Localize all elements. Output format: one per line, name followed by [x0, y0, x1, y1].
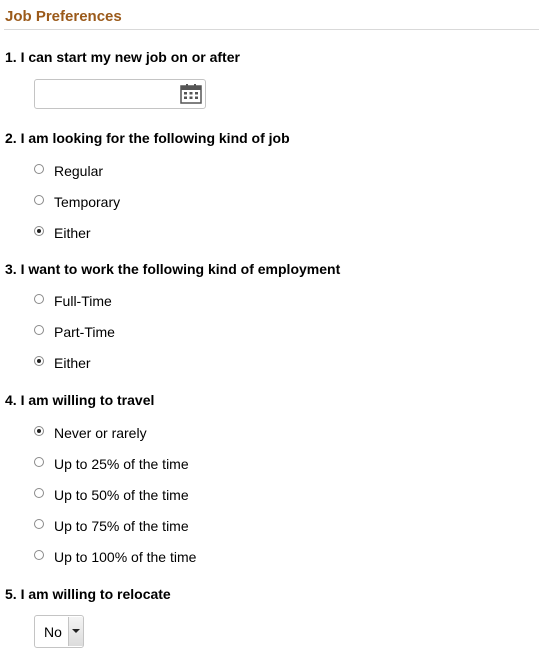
radio-job-either[interactable]	[34, 223, 91, 243]
radio-button[interactable]	[34, 195, 44, 205]
radio-label: Either	[54, 225, 91, 241]
section-header	[4, 7, 539, 30]
radio-label: Temporary	[54, 194, 121, 210]
relocate-select[interactable]	[34, 615, 84, 648]
relocate-select-value: No	[44, 624, 62, 640]
calendar-icon[interactable]	[180, 84, 202, 104]
radio-label: Up to 25% of the time	[54, 456, 189, 472]
radio-travel-75[interactable]	[34, 516, 189, 536]
radio-travel-never[interactable]	[34, 423, 147, 443]
radio-label: Regular	[54, 163, 104, 179]
radio-label: Full-Time	[54, 293, 112, 309]
radio-travel-100[interactable]	[34, 547, 196, 567]
radio-label: Never or rarely	[54, 425, 147, 441]
radio-employment-part-time[interactable]	[34, 322, 115, 342]
radio-label: Up to 50% of the time	[54, 487, 189, 503]
radio-button[interactable]	[34, 550, 44, 560]
radio-button[interactable]	[34, 356, 44, 366]
radio-button[interactable]	[34, 426, 44, 436]
radio-job-regular[interactable]	[34, 161, 103, 181]
question-employment-kind: 3. I want to work the following kind of employment	[5, 261, 341, 277]
dropdown-arrow-icon	[72, 629, 80, 633]
question-relocate: 5. I am willing to relocate	[5, 586, 171, 602]
radio-button[interactable]	[34, 294, 44, 304]
radio-button[interactable]	[34, 457, 44, 467]
radio-label: Part-Time	[54, 324, 115, 340]
radio-label: Either	[54, 355, 91, 371]
question-job-kind: 2. I am looking for the following kind of job	[5, 130, 290, 146]
radio-job-temporary[interactable]	[34, 192, 120, 212]
radio-button[interactable]	[34, 164, 44, 174]
radio-employment-full-time[interactable]	[34, 291, 112, 311]
radio-label: Up to 100% of the time	[54, 549, 197, 565]
section-title: Job Preferences	[5, 8, 122, 25]
radio-employment-either[interactable]	[34, 353, 91, 373]
radio-travel-50[interactable]	[34, 485, 189, 505]
start-date-input[interactable]	[35, 80, 175, 108]
dropdown-button[interactable]	[68, 617, 83, 646]
radio-button[interactable]	[34, 519, 44, 529]
question-start-date: 1. I can start my new job on or after	[5, 49, 240, 65]
radio-button[interactable]	[34, 488, 44, 498]
start-date-field	[34, 79, 206, 109]
radio-button[interactable]	[34, 226, 44, 236]
question-travel: 4. I am willing to travel	[5, 392, 155, 408]
radio-button[interactable]	[34, 325, 44, 335]
radio-travel-25[interactable]	[34, 454, 189, 474]
radio-label: Up to 75% of the time	[54, 518, 189, 534]
